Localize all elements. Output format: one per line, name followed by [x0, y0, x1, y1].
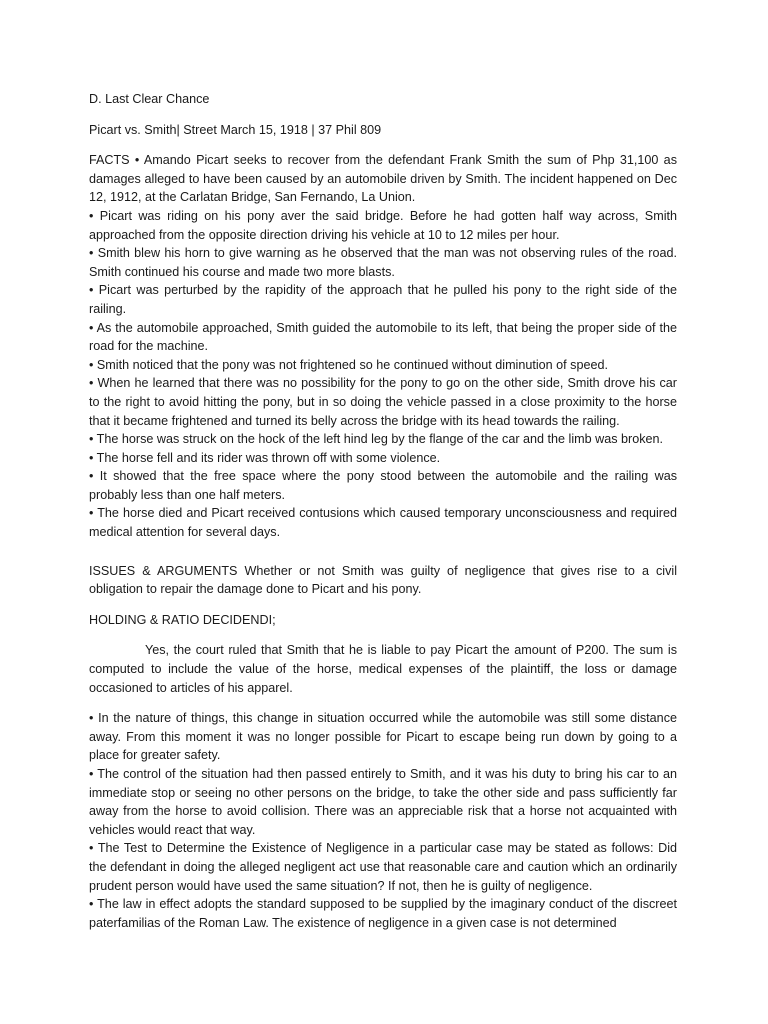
facts-bullet: • It showed that the free space where the pony stood between the automobile and the railing was probably less than one half meters. [89, 469, 677, 502]
facts-bullet: • Smith blew his horn to give warning as he observed that the man was not observing rules of the road. Smith continued his course and made two more blasts. [89, 246, 677, 279]
facts-bullet: • Picart was perturbed by the rapidity of the approach that he pulled his pony to the right side of the railing. [89, 283, 677, 316]
facts-bullet: • The horse was struck on the hock of the left hind leg by the flange of the car and the limb was broken. [89, 432, 664, 447]
case-title: Picart vs. Smith| Street March 15, 1918 | 37 Phil 809 [89, 122, 382, 137]
holding-heading: HOLDING & RATIO DECIDENDI; [89, 612, 276, 627]
ratio-bullet: • The law in effect adopts the standard supposed to be supplied by the imaginary conduct of the discreet paterfamilias of the Roman Law. The existence of negligence in a given case is not determined [89, 897, 677, 930]
ratio-section [89, 709, 677, 932]
facts-bullet: • When he learned that there was no possibility for the pony to go on the other side, Smith drove his car to the right to avoid hitting the pony, but in so doing the vehicle passed in a close proximity to the horse that it became frightened and turned its belly across the bridge with its head towards the railing. [89, 376, 677, 428]
facts-bullet: • As the automobile approached, Smith guided the automobile to its left, that being the proper side of the road for the machine. [89, 320, 677, 354]
ratio-bullet: • The control of the situation had then passed entirely to Smith, and it was his duty to bring his car to an immediate stop or seeing no other persons on the bridge, to take the other side and pass sufficiently far away from the horse to avoid collision. There was an appreciable risk that a horse not acquainted with vehicles would react that way. [89, 767, 677, 837]
issues-paragraph: ISSUES & ARGUMENTS Whether or not Smith was guilty of negligence that gives rise to a civil obligation to repair the damage done to Picart and his pony. [89, 563, 677, 597]
ratio-bullet: • The Test to Determine the Existence of Negligence in a particular case may be stated as follows: Did the defendant in doing the alleged negligent act use that reasonable care and caution which an ordinarily prudent person would have used the same situation? If not, then he is guilty of negligence. [89, 841, 677, 893]
ratio-bullet: • In the nature of things, this change in situation occurred while the automobile was still some distance away. From this moment it was no longer possible for Picart to escape being run down by going to a place for greater safety. [89, 711, 677, 763]
facts-bullet: • Picart was riding on his pony aver the said bridge. Before he had gotten half way across, Smith approached from the opposite direction driving his vehicle at 10 to 12 miles per hour. [89, 208, 677, 242]
facts-bullet: • The horse died and Picart received contusions which caused temporary unconsciousness and required medical attention for several days. [89, 506, 677, 540]
document-body [89, 90, 677, 932]
facts-paragraph: FACTS • Amando Picart seeks to recover from the defendant Frank Smith the sum of Php 31,100 as damages alleged to have been caused by an automobile driven by Smith. The incident happened on Dec 12, 1912, at the Carlatan Bridge, San Fernando, La Union. [89, 153, 677, 205]
facts-bullet: • The horse fell and its rider was thrown off with some violence. [89, 450, 441, 465]
holding-paragraph: Yes, the court ruled that Smith that he is liable to pay Picart the amount of P200. The sum is computed to include the value of the horse, medical expenses of the plaintiff, the loss or damage occasioned to articles of his apparel. [89, 643, 677, 695]
section-title: D. Last Clear Chance [89, 92, 210, 106]
facts-section [89, 151, 677, 541]
facts-bullet: • Smith noticed that the pony was not frightened so he continued without diminution of speed. [89, 357, 608, 372]
